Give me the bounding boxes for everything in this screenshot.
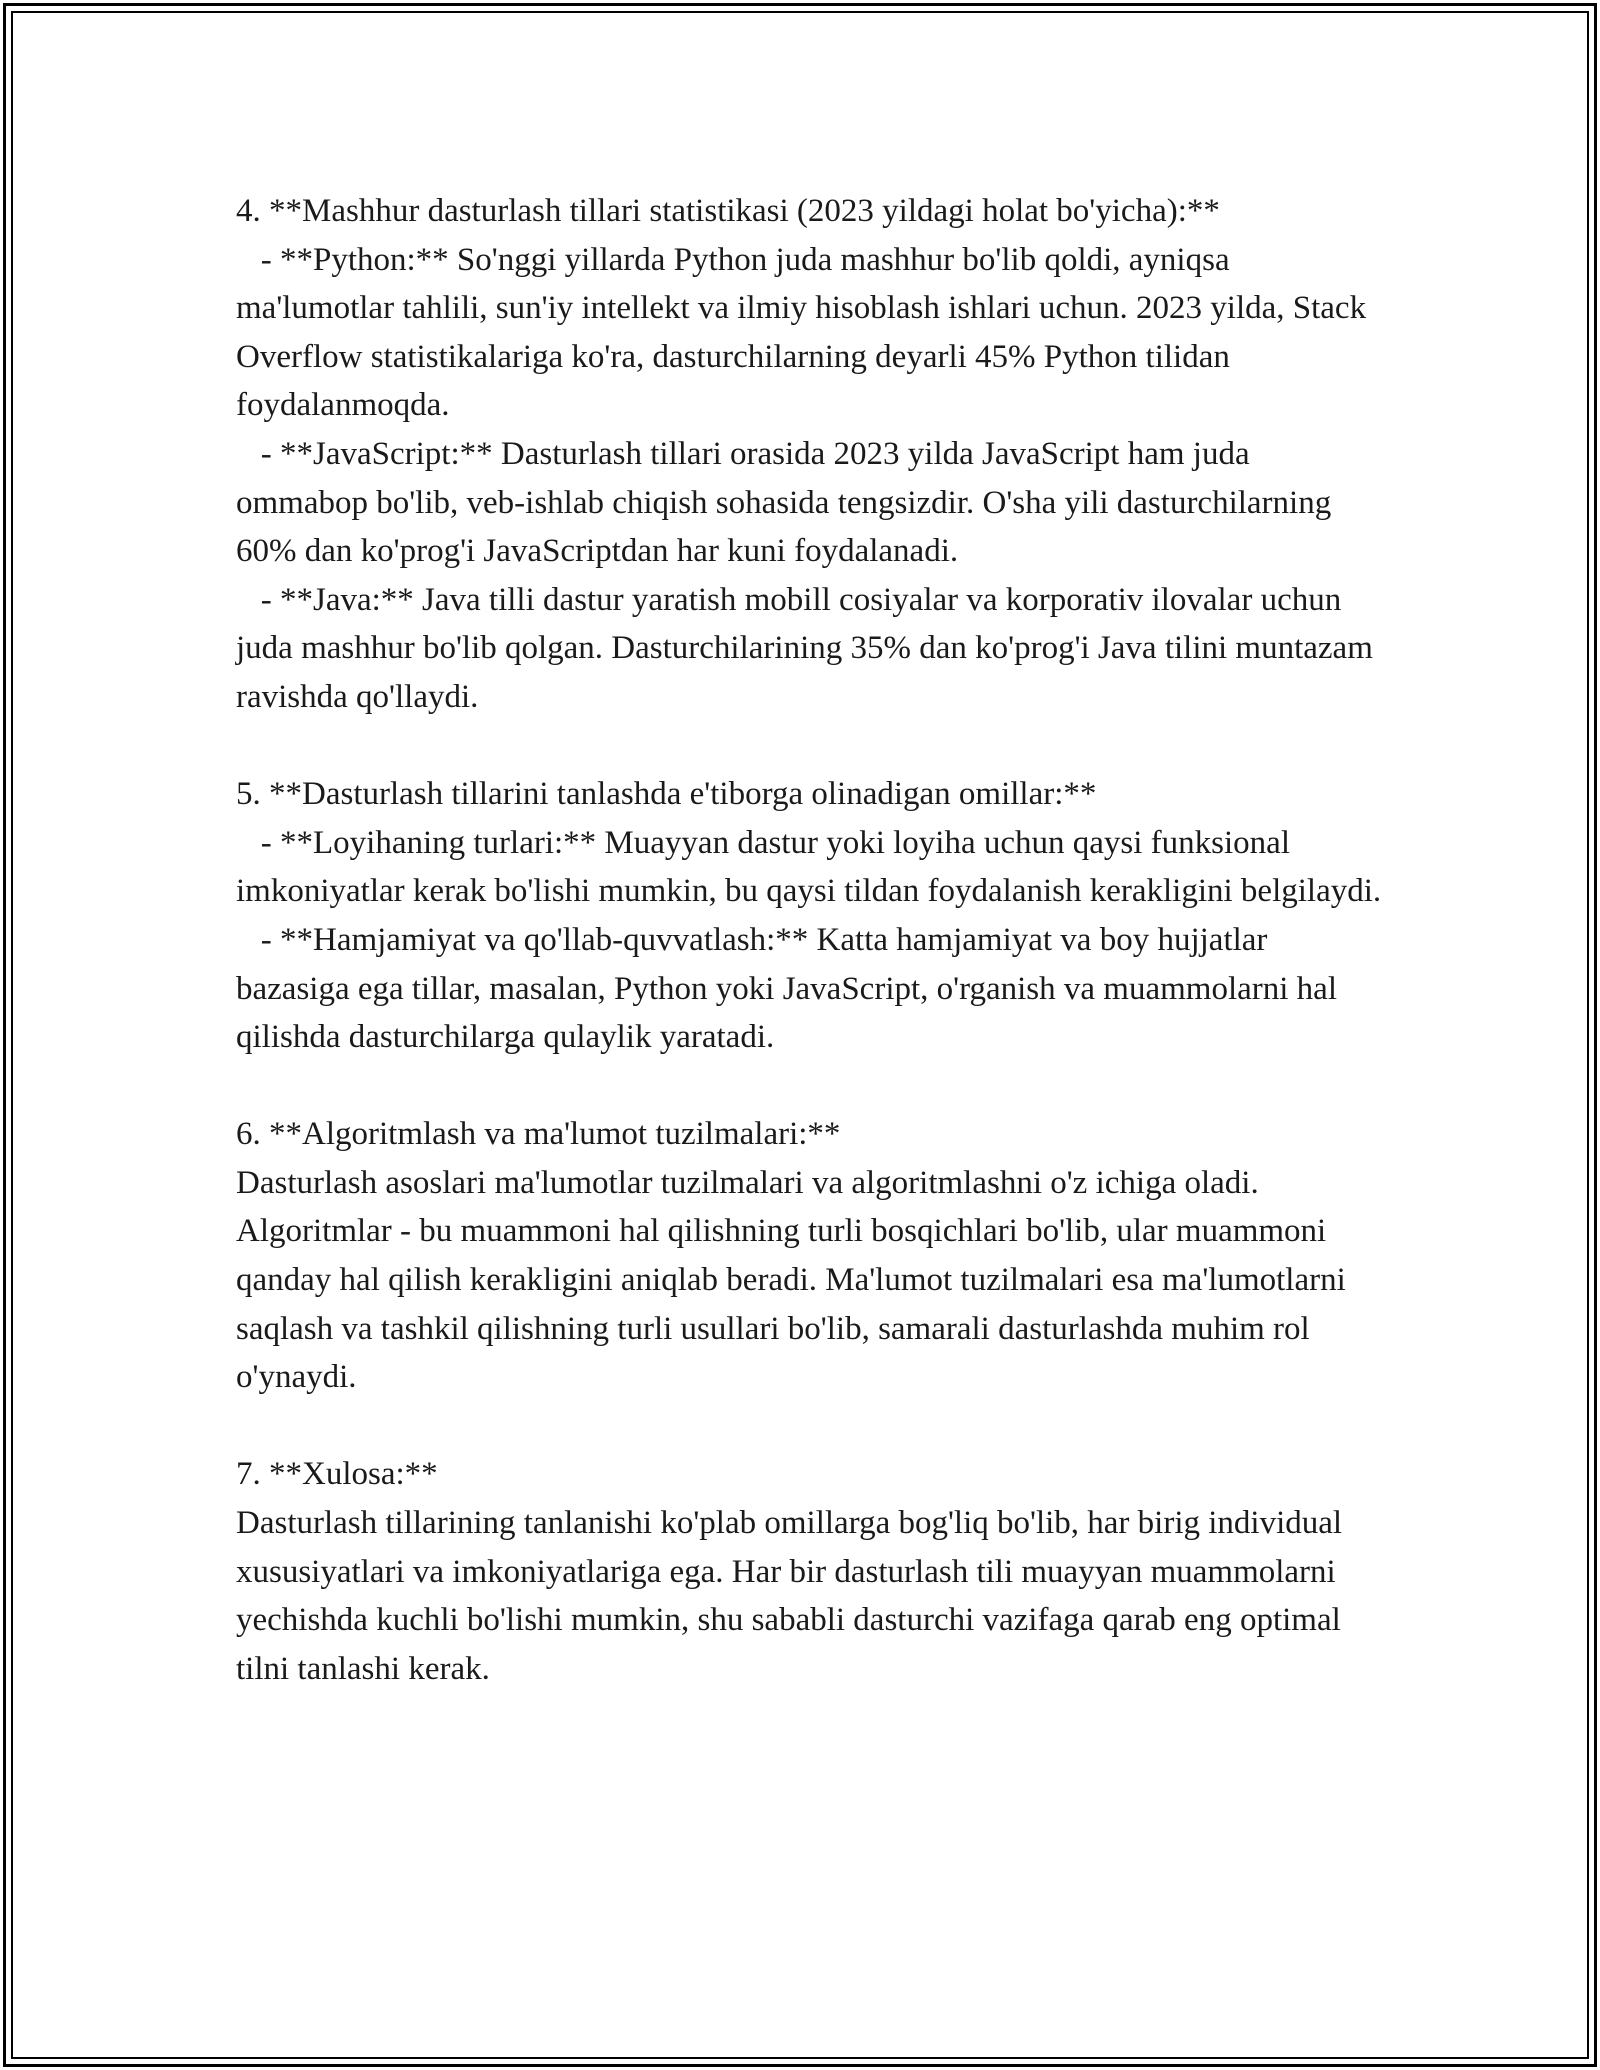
list-item: - **Java:** Java tilli dastur yaratish mobill cosiyalar va korporativ ilovalar uchun juda mashhur bo'lib qolgan. Dasturchilarining 35% dan ko'prog'i Java tilini muntazam ravishda qo'llaydi. xyxy=(236,581,1382,715)
section-heading: 7. **Xulosa:** xyxy=(236,1456,438,1493)
list-item: - **JavaScript:** Dasturlash tillari orasida 2023 yilda JavaScript ham juda ommabop bo'lib, veb-ishlab chiqish sohasida tengsizdir. O'sha yili dasturchilarning 60% dan ko'prog'i JavaScriptdan har kuni foydalanadi. xyxy=(236,435,1340,570)
section-heading: 4. **Mashhur dasturlash tillari statistikasi (2023 yildagi holat bo'yicha):** xyxy=(236,193,1220,229)
section-statistics xyxy=(236,187,1386,722)
section-heading: 6. **Algoritmlash va ma'lumot tuzilmalari:** xyxy=(236,1116,841,1153)
body-paragraph: Dasturlash tillarining tanlanishi ko'plab omillarga bog'liq bo'lib, har birig individual xususiyatlari va imkoniyatlariga ega. Har bir dasturlash tili muayyan muammolarni yechishda kuchli bo'lishi mumkin, shu sababli dasturchi vazifaga qarab eng optimal tilni tanlashi kerak. xyxy=(236,1505,1351,1687)
list-item: - **Loyihaning turlari:** Muayyan dastur yoki loyiha uchun qaysi funksional imkoniyatlar kerak bo'lishi mumkin, bu qaysi tildan foydalanish kerakligini belgilaydi. xyxy=(236,824,1382,910)
body-paragraph: Dasturlash asoslari ma'lumotlar tuzilmalari va algoritmlashni o'z ichiga oladi. Algoritmlar - bu muammoni hal qilishning turli bosqichlari bo'lib, ular muammoni qanday hal qilish kerakligini aniqlab beradi. Ma'lumot tuzilmalari esa ma'lumotlarni saqlash va tashkil qilishning turli usullari bo'lib, samarali dasturlashda muhim rol o'ynaydi. xyxy=(236,1164,1355,1396)
list-item: - **Python:** So'nggi yillarda Python juda mashhur bo'lib qoldi, ayniqsa ma'lumotlar tahlili, sun'iy intellekt va ilmiy hisoblash ishlari uchun. 2023 yilda, Stack Overflow statistikalariga ko'ra, dasturchilarning deyarli 45% Python tilidan foydalanmoqda. xyxy=(236,241,1375,424)
paragraph-gap xyxy=(236,1402,1386,1451)
paragraph-gap xyxy=(236,1062,1386,1111)
document-body xyxy=(236,187,1386,1693)
section-conclusion xyxy=(236,1450,1386,1693)
section-algorithms xyxy=(236,1110,1386,1402)
section-factors xyxy=(236,770,1386,1062)
paragraph-gap xyxy=(236,722,1386,771)
list-item: - **Hamjamiyat va qo'llab-quvvatlash:** Katta hamjamiyat va boy hujjatlar bazasiga ega tillar, masalan, Python yoki JavaScript, o'rganish va muammolarni hal qilishda dasturchilarga qulaylik yaratadi. xyxy=(236,921,1346,1056)
section-heading: 5. **Dasturlash tillarini tanlashda e'tiborga olinadigan omillar:** xyxy=(236,776,1097,813)
